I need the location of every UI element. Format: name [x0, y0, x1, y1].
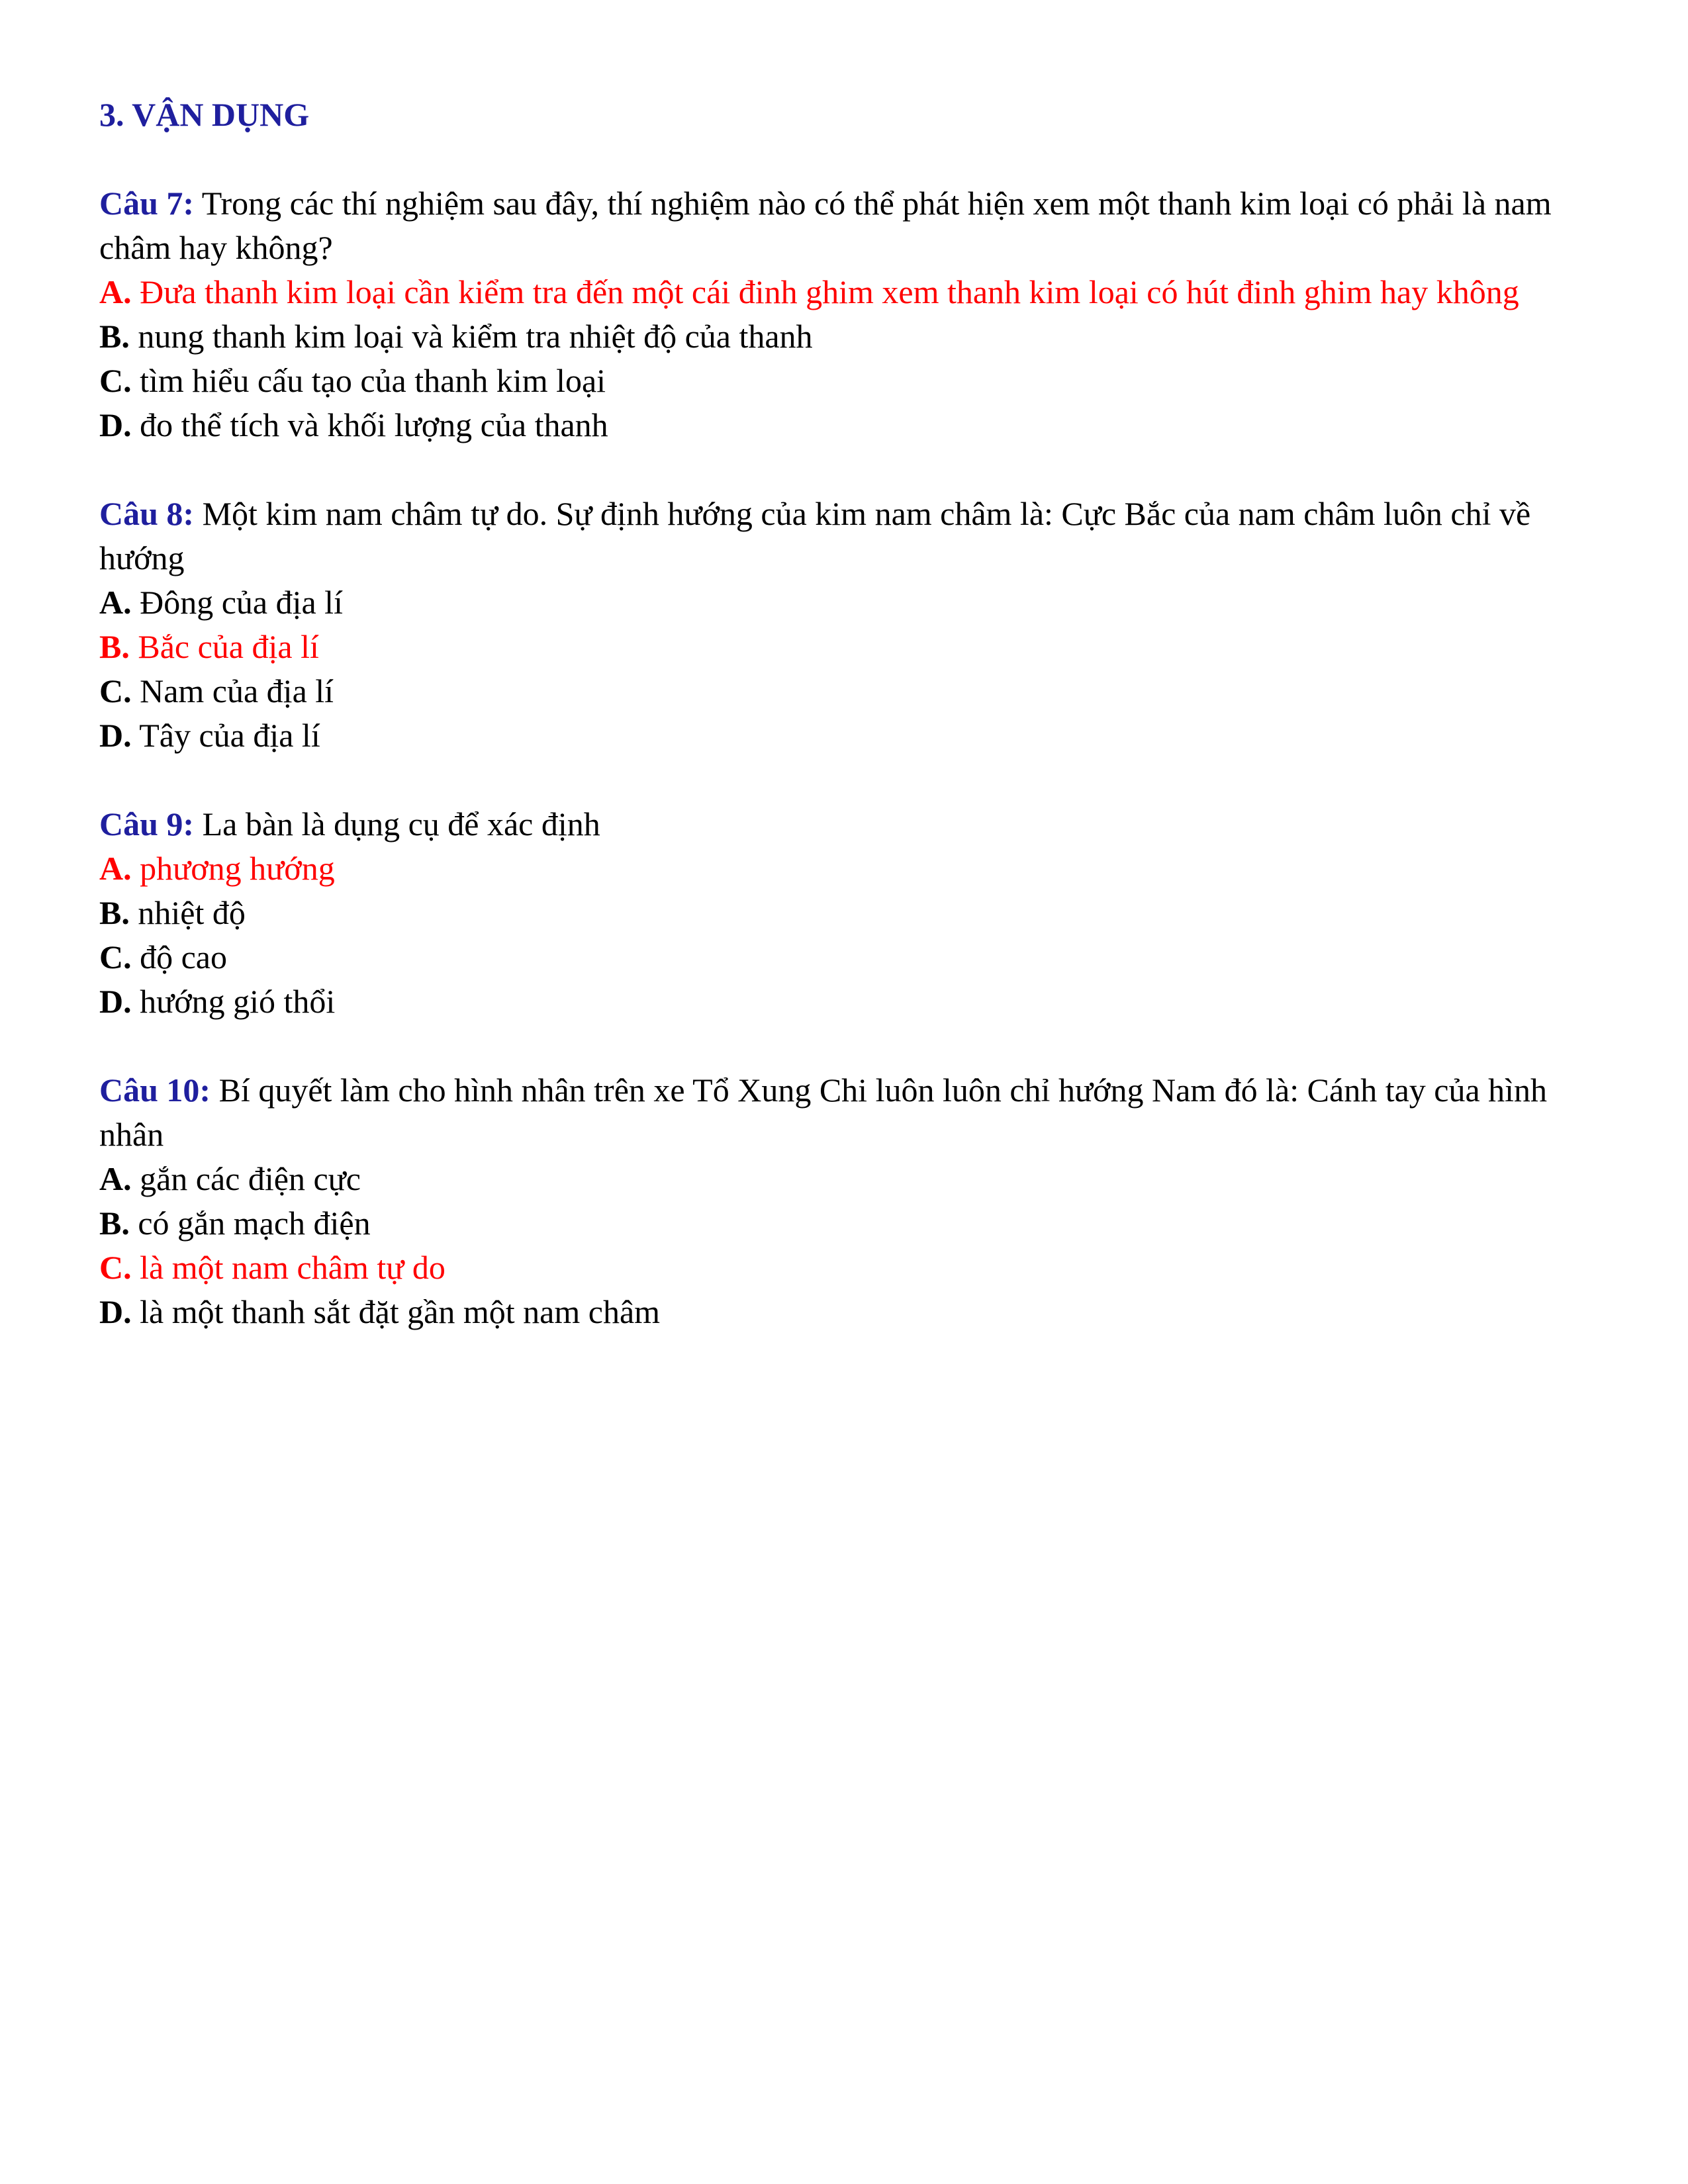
option-letter: B.	[99, 628, 130, 665]
option-text: là một nam châm tự do	[140, 1249, 445, 1286]
option-text: đo thể tích và khối lượng của thanh	[140, 406, 608, 443]
option-text: gắn các điện cực	[140, 1160, 361, 1197]
option-text: có gắn mạch điện	[138, 1205, 371, 1242]
option-letter: D.	[99, 717, 132, 754]
section-title: 3. VẬN DỤNG	[99, 96, 310, 133]
option-text: Đông của địa lí	[140, 584, 343, 621]
option-d	[99, 403, 1595, 447]
option-letter: C.	[99, 1249, 132, 1286]
question-text: Một kim nam châm tự do. Sự định hướng của kim nam châm là: Cực Bắc của nam châm luôn chỉ về hướng	[99, 495, 1531, 576]
question-10	[99, 1068, 1595, 1334]
question-stem	[99, 492, 1595, 580]
option-a-correct	[99, 846, 1595, 891]
question-label: Câu 7:	[99, 185, 195, 222]
option-text: độ cao	[140, 938, 227, 976]
option-d	[99, 713, 1595, 758]
option-letter: C.	[99, 362, 132, 399]
option-c-correct	[99, 1246, 1595, 1290]
question-label: Câu 10:	[99, 1071, 211, 1109]
option-b	[99, 891, 1595, 935]
option-d	[99, 1290, 1595, 1334]
question-label: Câu 9:	[99, 805, 195, 842]
option-letter: C.	[99, 938, 132, 976]
question-stem	[99, 1068, 1595, 1157]
question-8	[99, 492, 1595, 758]
option-a	[99, 580, 1595, 625]
document-page	[99, 93, 1595, 1379]
question-text: Trong các thí nghiệm sau đây, thí nghiệm nào có thể phát hiện xem một thanh kim loại có phải là nam châm hay không?	[99, 185, 1552, 266]
option-letter: D.	[99, 1293, 132, 1330]
option-a-correct	[99, 270, 1595, 314]
option-c	[99, 669, 1595, 713]
option-text: Nam của địa lí	[140, 672, 334, 709]
option-letter: B.	[99, 1205, 130, 1242]
option-text: Bắc của địa lí	[138, 628, 319, 665]
option-letter: C.	[99, 672, 132, 709]
option-b-correct	[99, 625, 1595, 669]
option-text: phương hướng	[140, 850, 335, 887]
question-stem	[99, 802, 1595, 846]
option-letter: A.	[99, 1160, 132, 1197]
option-text: nung thanh kim loại và kiểm tra nhiệt độ của thanh	[138, 318, 813, 355]
option-letter: D.	[99, 983, 132, 1020]
option-letter: D.	[99, 406, 132, 443]
option-letter: B.	[99, 894, 130, 931]
question-text: La bàn là dụng cụ để xác định	[202, 805, 600, 842]
option-text: hướng gió thổi	[140, 983, 336, 1020]
question-stem	[99, 181, 1595, 270]
option-text: Đưa thanh kim loại cần kiểm tra đến một cái đinh ghim xem thanh kim loại có hút đinh ghim hay không	[140, 273, 1519, 310]
option-text: nhiệt độ	[138, 894, 246, 931]
option-letter: A.	[99, 850, 132, 887]
question-9	[99, 802, 1595, 1024]
option-b	[99, 314, 1595, 359]
option-text: là một thanh sắt đặt gần một nam châm	[140, 1293, 661, 1330]
question-text: Bí quyết làm cho hình nhân trên xe Tổ Xung Chi luôn luôn chỉ hướng Nam đó là: Cánh tay của hình nhân	[99, 1071, 1548, 1153]
option-letter: A.	[99, 273, 132, 310]
option-letter: A.	[99, 584, 132, 621]
option-a	[99, 1157, 1595, 1201]
option-text: tìm hiểu cấu tạo của thanh kim loại	[140, 362, 606, 399]
option-c	[99, 935, 1595, 979]
option-b	[99, 1201, 1595, 1246]
option-c	[99, 359, 1595, 403]
option-text: Tây của địa lí	[139, 717, 320, 754]
question-label: Câu 8:	[99, 495, 195, 532]
option-d	[99, 979, 1595, 1024]
question-7	[99, 181, 1595, 447]
option-letter: B.	[99, 318, 130, 355]
